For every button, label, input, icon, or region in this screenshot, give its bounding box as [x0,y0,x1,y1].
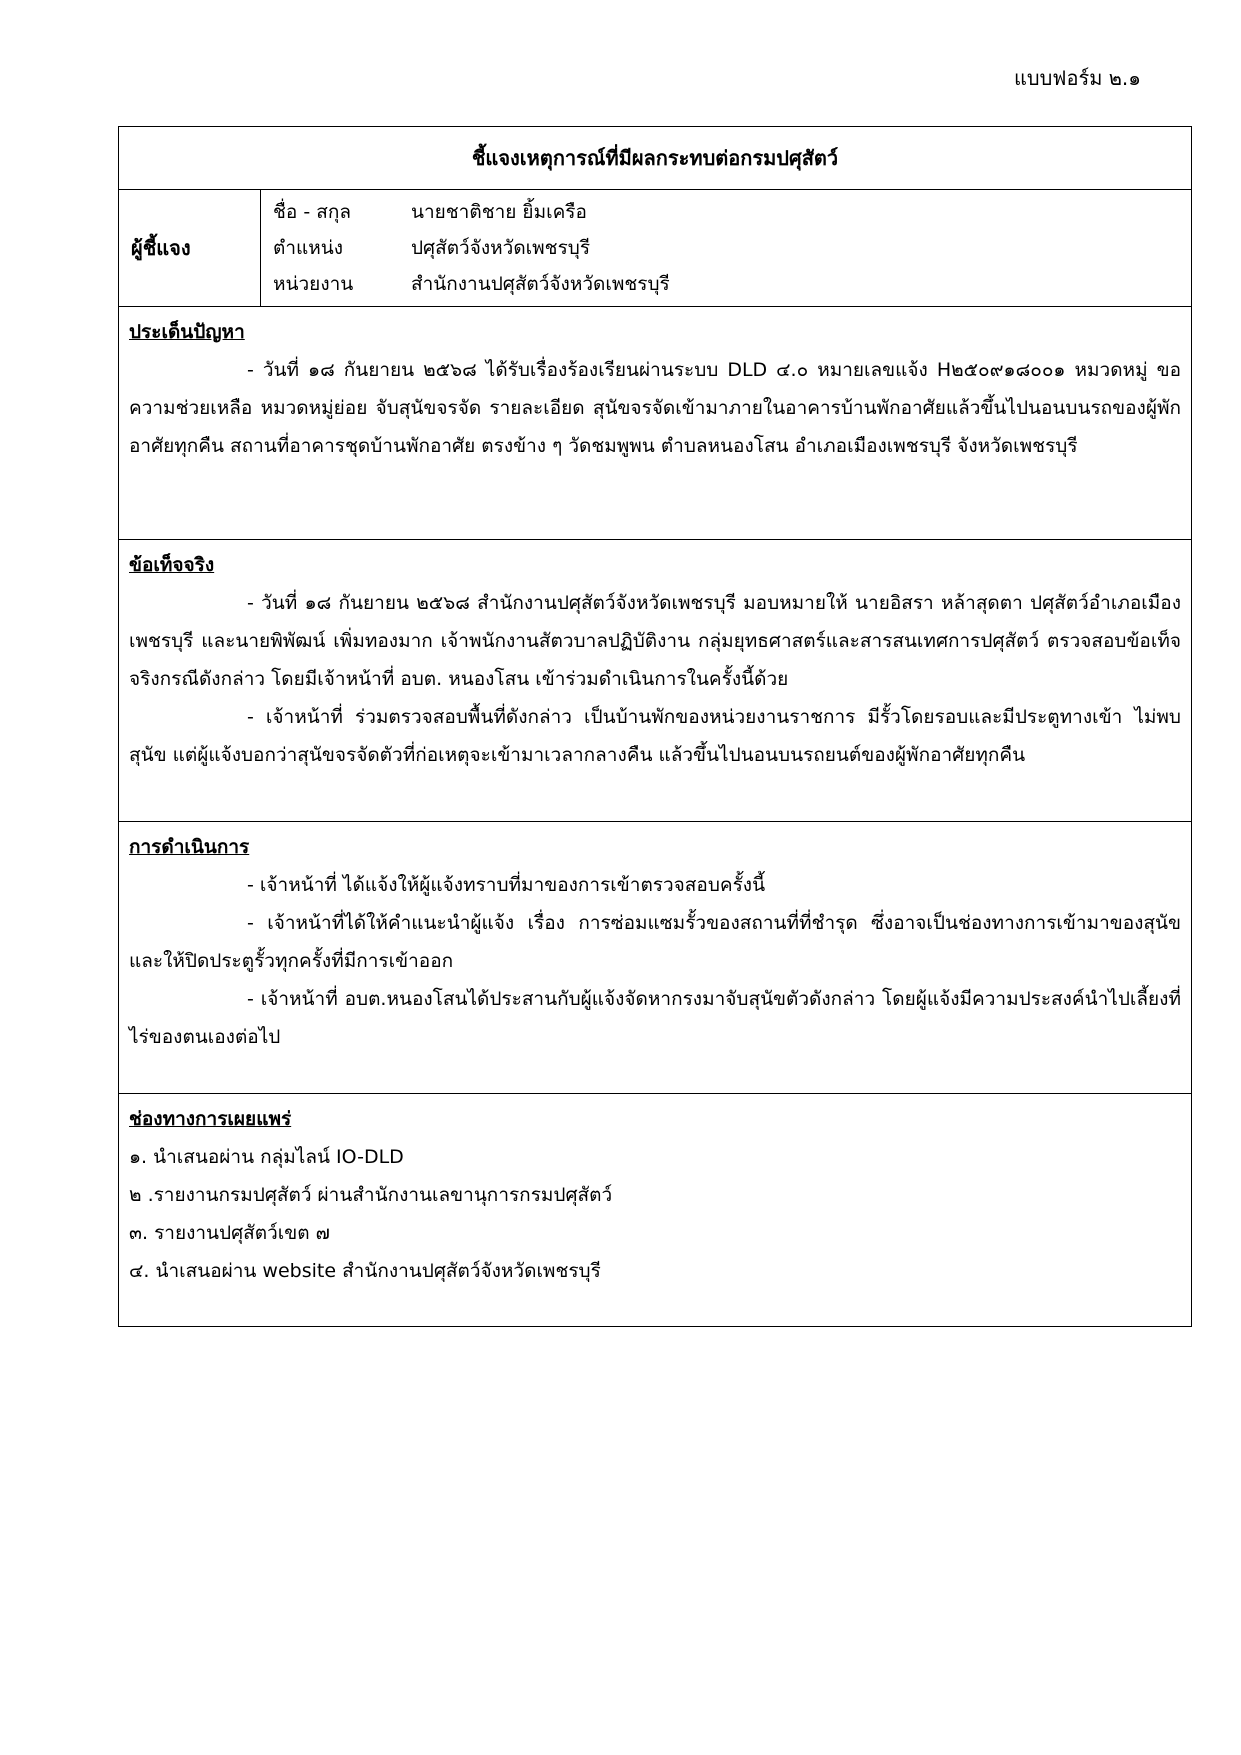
reporter-details [261,190,670,306]
facts-paragraph: - เจ้าหน้าที่ ร่วมตรวจสอบพื้นที่ดังกล่าว เป็นบ้านพักของหน่วยงานราชการ มีรั้วโดยรอบและมีประตูทางเข้า ไม่พบสุนัข แต่ผู้แจ้งบอกว่าสุนัขจรจัดตัวที่ก่อเหตุจะเข้ามาเวลากลางคืน แล้วขึ้นไปนอนบนรถยนต์ของผู้พักอาศัยทุกคืน [129,706,1181,766]
form-title: ชี้แจงเหตุการณ์ที่มีผลกระทบต่อกรมปศุสัตว์ [119,127,1191,190]
report-form [118,126,1192,1327]
actions-paragraph: - เจ้าหน้าที่ อบต.หนองโสนได้ประสานกับผู้แจ้งจัดหากรงมาจับสุนัขตัวดังกล่าว โดยผู้แจ้งมีความประสงค์นำไปเลี้ยงที่ไร่ของตนเองต่อไป [129,988,1181,1048]
facts-heading: ข้อเท็จจริง [129,554,215,576]
reporter-row-agency [273,266,670,302]
actions-section [119,822,1191,1094]
channel-item: ๓. รายงานปศุสัตว์เขต ๗ [129,1222,330,1244]
reporter-value: สำนักงานปศุสัตว์จังหวัดเพชรบุรี [411,273,670,295]
issue-section [119,307,1191,540]
channel-item: ๑. นำเสนอผ่าน กลุ่มไลน์ IO-DLD [129,1146,404,1168]
channels-heading: ช่องทางการเผยแพร่ [129,1108,292,1130]
form-number: แบบฟอร์ม ๒.๑ [1014,66,1141,90]
facts-section [119,540,1191,822]
reporter-value: ปศุสัตว์จังหวัดเพชรบุรี [411,237,591,259]
issue-paragraph: - วันที่ ๑๘ กันยายน ๒๕๖๘ ได้รับเรื่องร้องเรียนผ่านระบบ DLD ๔.๐ หมายเลขแจ้ง H๒๕๐๙๑๘๐๐๑ หมวดหมู่ ขอความช่วยเหลือ หมวดหมู่ย่อย จับสุนัขจรจัด รายละเอียด สุนัขจรจัดเข้ามาภายในอาคารบ้านพักอาศัยแล้วขึ้นไปนอนบนรถของผู้พักอาศัยทุกคืน สถานที่อาคารชุดบ้านพักอาศัย ตรงข้าง ๆ วัดชมพูพน ตำบลหนองโสน อำเภอเมืองเพชรบุรี จังหวัดเพชรบุรี [129,359,1181,457]
reporter-key: ชื่อ - สกุล [273,201,351,223]
actions-paragraph: - เจ้าหน้าที่ ได้แจ้งให้ผู้แจ้งทราบที่มาของการเข้าตรวจสอบครั้งนี้ [247,874,766,896]
reporter-label: ผู้ชี้แจง [119,190,261,306]
reporter-row-position [273,230,670,266]
facts-paragraph: - วันที่ ๑๘ กันยายน ๒๕๖๘ สำนักงานปศุสัตว์จังหวัดเพชรบุรี มอบหมายให้ นายอิสรา หล้าสุดตา ปศุสัตว์อำเภอเมืองเพชรบุรี และนายพิพัฒน์ เพิ่มทองมาก เจ้าพนักงานสัตวบาลปฏิบัติงาน กลุ่มยุทธศาสตร์และสารสนเทศการปศุสัตว์ ตรวจสอบข้อเท็จจริงกรณีดังกล่าว โดยมีเจ้าหน้าที่ อบต. หนองโสน เข้าร่วมดำเนินการในครั้งนี้ด้วย [129,592,1181,690]
reporter-row-name [273,194,670,230]
actions-heading: การดำเนินการ [129,836,250,858]
reporter-section [119,190,1191,307]
channel-item: ๒ .รายงานกรมปศุสัตว์ ผ่านสำนักงานเลขานุการกรมปศุสัตว์ [129,1184,613,1206]
channel-item: ๔. นำเสนอผ่าน website สำนักงานปศุสัตว์จังหวัดเพชรบุรี [129,1260,601,1282]
reporter-key: หน่วยงาน [273,273,354,295]
reporter-value: นายชาติชาย ยิ้มเครือ [411,201,587,223]
reporter-key: ตำแหน่ง [273,237,344,259]
actions-paragraph: - เจ้าหน้าที่ได้ให้คำแนะนำผู้แจ้ง เรื่อง การซ่อมแซมรั้วของสถานที่ที่ชำรุด ซึ่งอาจเป็นช่องทางการเข้ามาของสุนัข และให้ปิดประตูรั้วทุกครั้งที่มีการเข้าออก [129,912,1181,972]
channels-section [119,1094,1191,1326]
issue-heading: ประเด็นปัญหา [129,321,245,343]
